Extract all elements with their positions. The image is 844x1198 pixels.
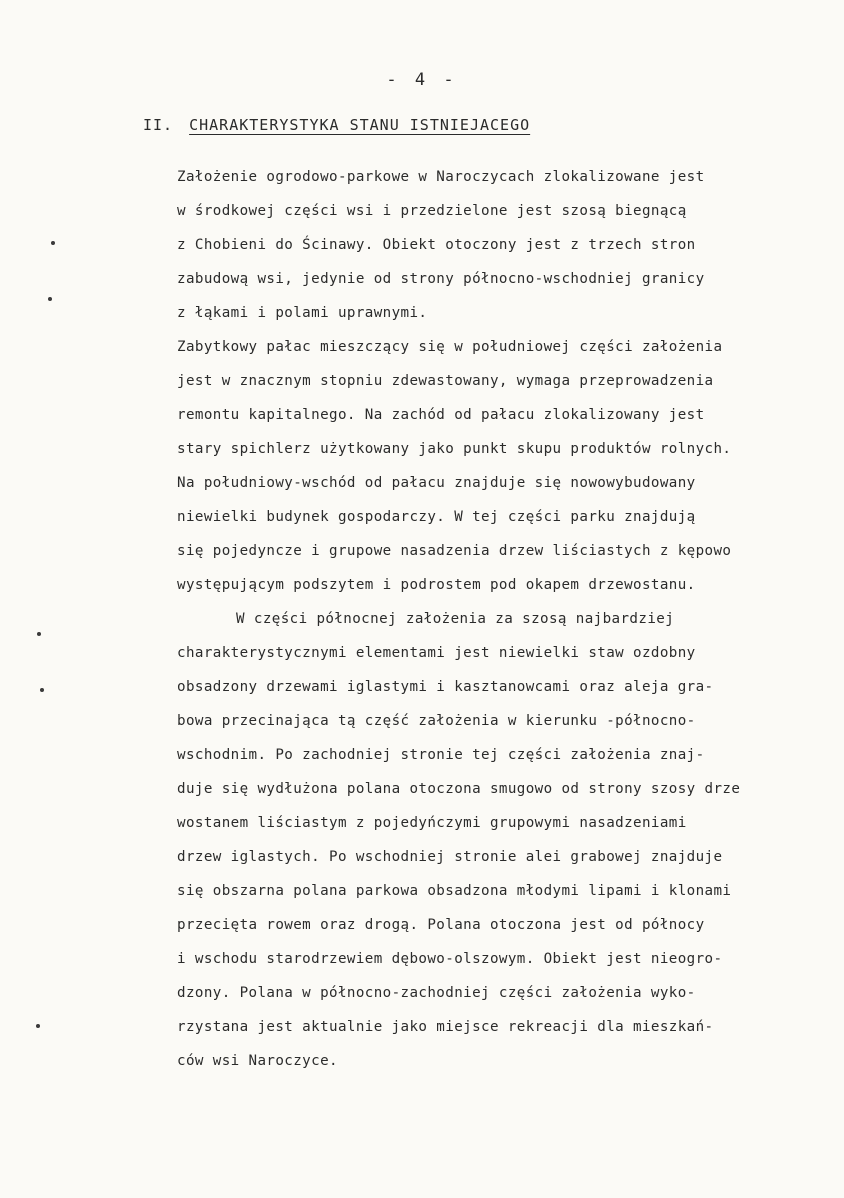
section-title: CHARAKTERYSTYKA STANU ISTNIEJACEGO — [189, 116, 531, 134]
margin-speck — [36, 1024, 40, 1028]
text-line: remontu kapitalnego. Na zachód od pałacu zlokalizowany jest — [177, 407, 705, 423]
text-line: w środkowej części wsi i przedzielone jest szosą biegnącą — [177, 203, 687, 219]
section-number: II. — [143, 116, 174, 134]
text-line: przecięta rowem oraz drogą. Polana otoczona jest od północy — [177, 917, 705, 933]
text-line: charakterystycznymi elementami jest niewielki staw ozdobny — [177, 645, 696, 661]
text-line: dzony. Polana w północno-zachodniej części założenia wyko- — [177, 985, 696, 1001]
text-line: W części północnej założenia za szosą najbardziej — [236, 611, 675, 627]
text-line: jest w znacznym stopniu zdewastowany, wymaga przeprowadzenia — [177, 373, 714, 389]
text-line: zabudową wsi, jedynie od strony północno-wschodniej granicy — [177, 271, 705, 287]
text-line: bowa przecinająca tą część założenia w kierunku -północno- — [177, 713, 696, 729]
text-line: rzystana jest aktualnie jako miejsce rekreacji dla mieszkań- — [177, 1019, 714, 1035]
margin-speck — [40, 688, 44, 692]
text-line: drzew iglastych. Po wschodniej stronie alei grabowej znajduje — [177, 849, 723, 865]
text-line: z Chobieni do Ścinawy. Obiekt otoczony jest z trzech stron — [177, 237, 696, 253]
margin-speck — [51, 241, 55, 245]
text-line: się pojedyncze i grupowe nasadzenia drzew liściastych z kępowo — [177, 543, 732, 559]
text-line: wostanem liściastym z pojedyńczymi grupowymi nasadzeniami — [177, 815, 687, 831]
text-line: występującym podszytem i podrostem pod okapem drzewostanu. — [177, 577, 696, 593]
text-line: ców wsi Naroczyce. — [177, 1053, 338, 1069]
text-line: stary spichlerz użytkowany jako punkt skupu produktów rolnych. — [177, 441, 732, 457]
section-heading — [143, 116, 530, 134]
text-line: Zabytkowy pałac mieszczący się w południowej części założenia — [177, 339, 723, 355]
margin-speck — [48, 297, 52, 301]
text-line: obsadzony drzewami iglastymi i kasztanowcami oraz aleja gra- — [177, 679, 714, 695]
margin-speck — [37, 632, 41, 636]
page-number: - 4 - — [386, 70, 458, 90]
text-line: się obszarna polana parkowa obsadzona młodymi lipami i klonami — [177, 883, 732, 899]
text-line: Założenie ogrodowo-parkowe w Naroczycach zlokalizowane jest — [177, 169, 705, 185]
text-line: Na południowy-wschód od pałacu znajduje się nowowybudowany — [177, 475, 696, 491]
text-line: duje się wydłużona polana otoczona smugowo od strony szosy drze — [177, 781, 741, 797]
text-line: niewielki budynek gospodarczy. W tej części parku znajdują — [177, 509, 696, 525]
text-line: wschodnim. Po zachodniej stronie tej części założenia znaj- — [177, 747, 705, 763]
text-line: i wschodu starodrzewiem dębowo-olszowym. Obiekt jest nieogro- — [177, 951, 723, 967]
text-line: z łąkami i polami uprawnymi. — [177, 305, 428, 321]
